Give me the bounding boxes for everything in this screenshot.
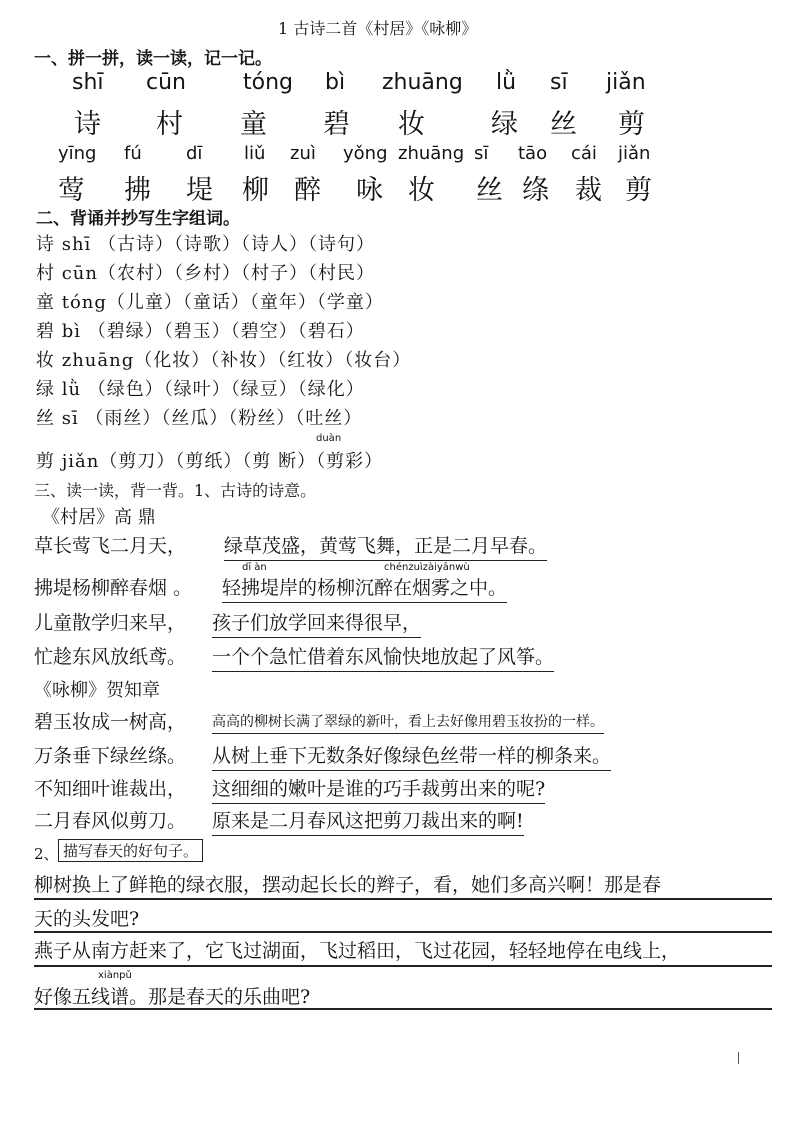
hanzi: 绿 bbox=[491, 109, 519, 140]
underline-rule bbox=[34, 965, 772, 967]
hanzi: 丝 bbox=[550, 109, 578, 140]
poem-line: 拂堤杨柳醉春烟 。 bbox=[34, 577, 193, 599]
ruby-annotation: chénzuìzàiyānwù bbox=[384, 562, 470, 573]
hanzi: 童 bbox=[240, 109, 268, 140]
vocab-line: 绿 lǜ （绿色）（绿叶）（绿豆）（绿化） bbox=[36, 379, 365, 400]
hanzi: 村 bbox=[156, 109, 184, 140]
pinyin: cái bbox=[571, 143, 597, 164]
pinyin: liǔ bbox=[244, 143, 266, 164]
pinyin: fú bbox=[124, 143, 142, 164]
translation-line: 孩子们放学回来得很早， bbox=[212, 608, 421, 638]
pinyin: bì bbox=[325, 70, 346, 95]
hanzi: 诗 bbox=[74, 109, 102, 140]
hanzi: 醉 bbox=[294, 175, 322, 206]
pinyin: sī bbox=[550, 70, 568, 95]
hanzi: 咏 bbox=[356, 175, 384, 206]
vocab-line: 妆 zhuāng（化妆）（补妆）（红妆）（妆台） bbox=[36, 350, 412, 371]
paragraph-line: 天的头发吧? bbox=[34, 908, 140, 930]
pinyin: sī bbox=[474, 143, 489, 164]
poem-line: 二月春风似剪刀。 bbox=[34, 810, 187, 832]
vocab-line: 童 tóng（儿童）（童话）（童年）（学童） bbox=[36, 292, 384, 313]
poem-line: 忙趁东风放纸鸢。 bbox=[34, 646, 187, 668]
ruby-annotation: dī àn bbox=[242, 562, 267, 573]
underline-rule bbox=[34, 1008, 772, 1010]
hanzi: 柳 bbox=[242, 175, 270, 206]
paragraph-line: 柳树换上了鲜艳的绿衣服，摆动起长长的辫子，看，她们多高兴啊！那是春 bbox=[34, 874, 662, 896]
poem-line: 儿童散学归来早， bbox=[34, 612, 187, 634]
underline-rule bbox=[34, 898, 772, 900]
pinyin: zuì bbox=[290, 143, 316, 164]
paragraph-line: 好像五线谱。那是春天的乐曲吧? bbox=[34, 986, 311, 1008]
hanzi: 妆 bbox=[398, 109, 426, 140]
poem1-title: 《村居》高 鼎 bbox=[42, 507, 156, 528]
pinyin: cūn bbox=[146, 70, 186, 95]
pinyin: shī bbox=[72, 70, 104, 95]
vocab-line: 碧 bì （碧绿）（碧玉）（碧空）（碧石） bbox=[36, 321, 365, 342]
pinyin: lǜ bbox=[496, 70, 517, 95]
vocab-line: 村 cūn（农村）（乡村）（村子）（村民） bbox=[36, 263, 375, 284]
poem-line: 草长莺飞二月天， bbox=[34, 535, 187, 557]
pinyin: jiǎn bbox=[606, 70, 646, 95]
hanzi: 莺 bbox=[58, 175, 86, 206]
pinyin: jiǎn bbox=[618, 143, 651, 164]
hanzi: 丝 bbox=[476, 175, 504, 206]
poem2-title: 《咏柳》贺知章 bbox=[34, 680, 160, 701]
hanzi: 拂 bbox=[124, 175, 152, 206]
vocab-line: 剪 jiǎn（剪刀）（剪纸）（剪 断）（剪彩） bbox=[36, 451, 384, 472]
hanzi: 剪 bbox=[618, 109, 646, 140]
pinyin: zhuāng bbox=[398, 143, 465, 164]
hanzi: 裁 bbox=[575, 175, 603, 206]
pinyin: tóng bbox=[243, 70, 293, 95]
hanzi: 碧 bbox=[323, 109, 351, 140]
pinyin: dī bbox=[186, 143, 203, 164]
translation-line: 原来是二月春风这把剪刀裁出来的啊! bbox=[212, 806, 524, 836]
pinyin: zhuāng bbox=[382, 70, 463, 95]
hanzi: 堤 bbox=[186, 175, 214, 206]
hanzi: 绦 bbox=[522, 175, 550, 206]
poem-line: 万条垂下绿丝绦。 bbox=[34, 745, 187, 767]
section3-heading: 三、读一读，背一背。1、古诗的诗意。 bbox=[34, 481, 317, 500]
translation-line: 从树上垂下无数条好像绿色丝带一样的柳条来。 bbox=[212, 741, 611, 771]
page-title: 1 古诗二首《村居》《咏柳》 bbox=[278, 19, 478, 38]
paragraph-line: 燕子从南方赶来了，它飞过湖面，飞过稻田，飞过花园，轻轻地停在电线上， bbox=[34, 940, 681, 962]
pinyin: yīng bbox=[58, 143, 97, 164]
scan-mark bbox=[738, 1052, 739, 1064]
translation-line: 高高的柳树长满了翠绿的新叶，看上去好像用碧玉妆扮的一样。 bbox=[212, 711, 604, 734]
translation-line: 这细细的嫩叶是谁的巧手裁剪出来的呢? bbox=[212, 774, 545, 804]
ruby-annotation: duàn bbox=[316, 433, 342, 444]
vocab-line: 丝 sī （雨丝）（丝瓜）（粉丝）（吐丝） bbox=[36, 408, 363, 429]
poem-line: 不知细叶谁裁出， bbox=[34, 778, 187, 800]
pinyin: tāo bbox=[518, 143, 548, 164]
translation-line: 绿草茂盛，黄莺飞舞，正是二月早春。 bbox=[224, 531, 547, 561]
underline-rule bbox=[34, 931, 772, 933]
hanzi: 剪 bbox=[625, 175, 653, 206]
vocab-line: 诗 shī （古诗）（诗歌）（诗人）（诗句） bbox=[36, 234, 376, 255]
translation-line: 一个个急忙借着东风愉快地放起了风筝。 bbox=[212, 642, 554, 672]
pinyin: yǒng bbox=[343, 143, 388, 164]
hanzi: 妆 bbox=[408, 175, 436, 206]
ruby-annotation: xiànpǔ bbox=[98, 970, 132, 981]
part2-boxed-heading: 描写春天的好句子。 bbox=[58, 839, 203, 862]
section1-heading: 一、拼一拼，读一读，记一记。 bbox=[34, 49, 272, 69]
part2-label: 2、 bbox=[34, 845, 59, 863]
translation-line: 轻拂堤岸的杨柳沉醉在烟雾之中。 bbox=[222, 573, 507, 603]
poem-line: 碧玉妆成一树高， bbox=[34, 711, 187, 733]
section2-heading: 二、背诵并抄写生字组词。 bbox=[36, 209, 240, 229]
